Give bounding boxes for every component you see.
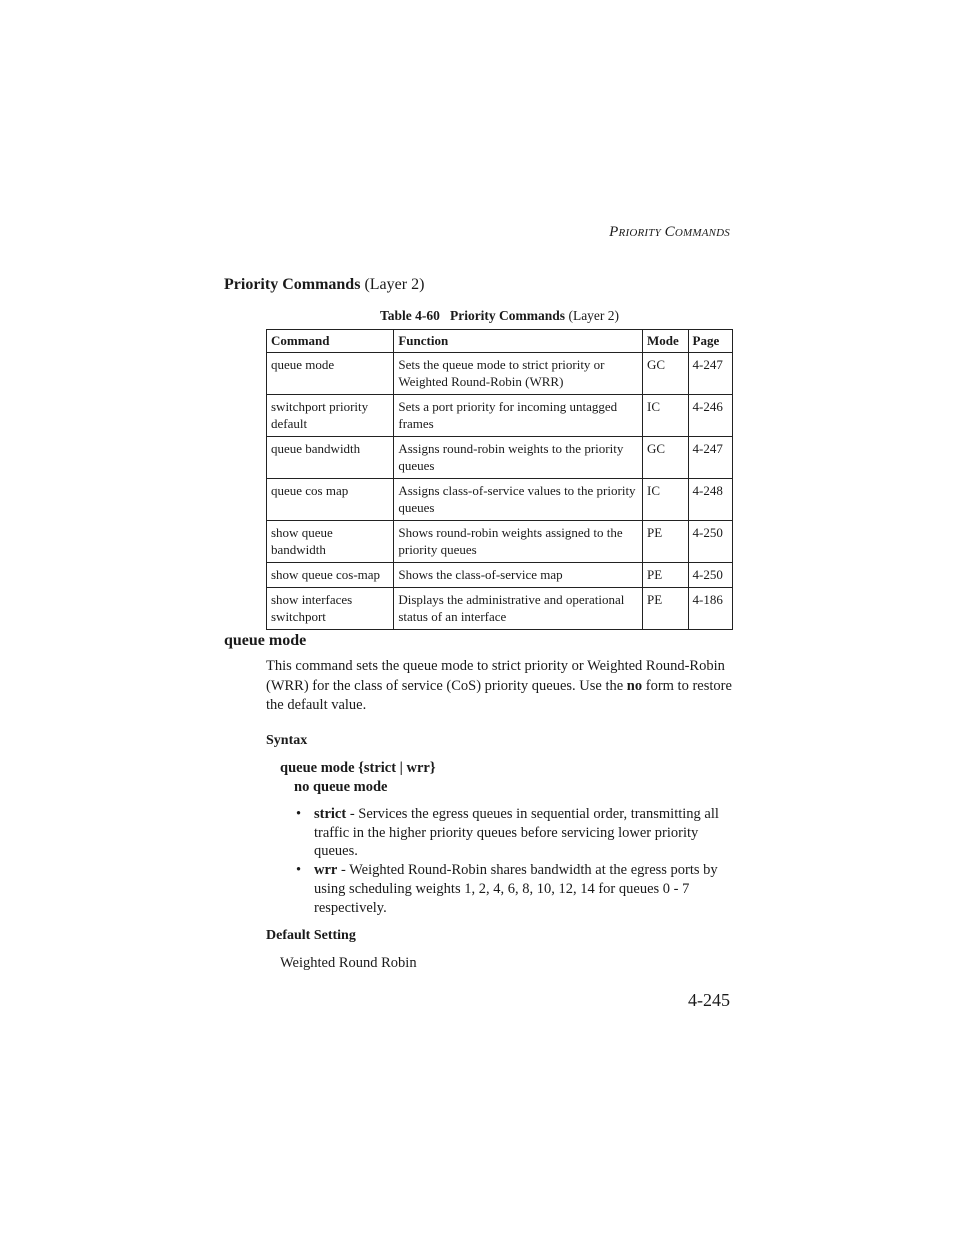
- column-header-command: Command: [267, 330, 394, 353]
- command-title: queue mode: [224, 632, 307, 649]
- cell-function: Assigns round-robin weights to the priority queues: [394, 437, 643, 479]
- table-header-row: [267, 330, 733, 353]
- bullet: •: [296, 862, 302, 879]
- cell-page: 4-247: [688, 353, 733, 395]
- option-term: wrr: [314, 862, 338, 879]
- cell-function: Assigns class-of-service values to the priority queues: [394, 479, 643, 521]
- cell-command: queue mode: [267, 353, 394, 395]
- command-description: This command sets the queue mode to strict priority or Weighted Round-Robin (WRR) for the class of service (CoS) priority queues. Use the no form to restore the default value.: [266, 658, 732, 713]
- cell-mode: PE: [643, 588, 688, 630]
- table-row: [267, 588, 733, 630]
- cell-function: Sets a port priority for incoming untagged frames: [394, 395, 643, 437]
- cell-function: Displays the administrative and operational status of an interface: [394, 588, 643, 630]
- cell-command: show queue cos-map: [267, 563, 394, 588]
- cell-command: queue bandwidth: [267, 437, 394, 479]
- cell-mode: GC: [643, 353, 688, 395]
- cell-mode: PE: [643, 563, 688, 588]
- table-row: [267, 353, 733, 395]
- cell-mode: GC: [643, 437, 688, 479]
- table-row: [267, 563, 733, 588]
- column-header-page: Page: [688, 330, 733, 353]
- syntax-heading: Syntax: [266, 733, 308, 748]
- cell-mode: IC: [643, 395, 688, 437]
- option-list: [296, 805, 736, 917]
- cell-page: 4-246: [688, 395, 733, 437]
- cell-command: queue cos map: [267, 479, 394, 521]
- cell-page: 4-250: [688, 521, 733, 563]
- table-row: [267, 479, 733, 521]
- cell-page: 4-250: [688, 563, 733, 588]
- cell-command: switchport priority default: [267, 395, 394, 437]
- page-number: 4-245: [688, 990, 730, 1010]
- default-setting-heading: Default Setting: [266, 928, 356, 943]
- table-row: [267, 395, 733, 437]
- column-header-mode: Mode: [643, 330, 688, 353]
- table-row: [267, 437, 733, 479]
- cell-command: show queue bandwidth: [267, 521, 394, 563]
- cell-page: 4-186: [688, 588, 733, 630]
- cell-function: Shows round-robin weights assigned to the priority queues: [394, 521, 643, 563]
- cell-page: 4-247: [688, 437, 733, 479]
- syntax-line-no-form: no queue mode: [294, 779, 388, 795]
- column-header-function: Function: [394, 330, 643, 353]
- cell-command: show interfaces switchport: [267, 588, 394, 630]
- cell-mode: IC: [643, 479, 688, 521]
- option-term: strict: [314, 806, 347, 822]
- option-text: - Services the egress queues in sequential order, transmitting all traffic in the higher priority queues before servicing lower priority queues.: [314, 806, 719, 860]
- syntax-line: queue mode {strict | wrr}: [280, 760, 436, 776]
- table-caption: Table 4-60 Priority Commands (Layer 2): [379, 308, 620, 323]
- cell-page: 4-248: [688, 479, 733, 521]
- cell-function: Shows the class-of-service map: [394, 563, 643, 588]
- list-item: [296, 805, 736, 861]
- bullet: •: [296, 806, 302, 822]
- cell-function: Sets the queue mode to strict priority or Weighted Round-Robin (WRR): [394, 353, 643, 395]
- priority-commands-table: [266, 329, 733, 630]
- running-header: PRIORITY COMMANDS: [609, 224, 730, 240]
- cell-mode: PE: [643, 521, 688, 563]
- list-item: [296, 861, 736, 917]
- section-title: Priority Commands (Layer 2): [224, 276, 425, 293]
- option-text: - Weighted Round-Robin shares bandwidth at the egress ports by using scheduling weights 1, 2, 4, 6, 8, 10, 12, 14 for queues 0 - 7 respectively.: [314, 862, 718, 916]
- default-setting-value: Weighted Round Robin: [280, 955, 417, 971]
- table-row: [267, 521, 733, 563]
